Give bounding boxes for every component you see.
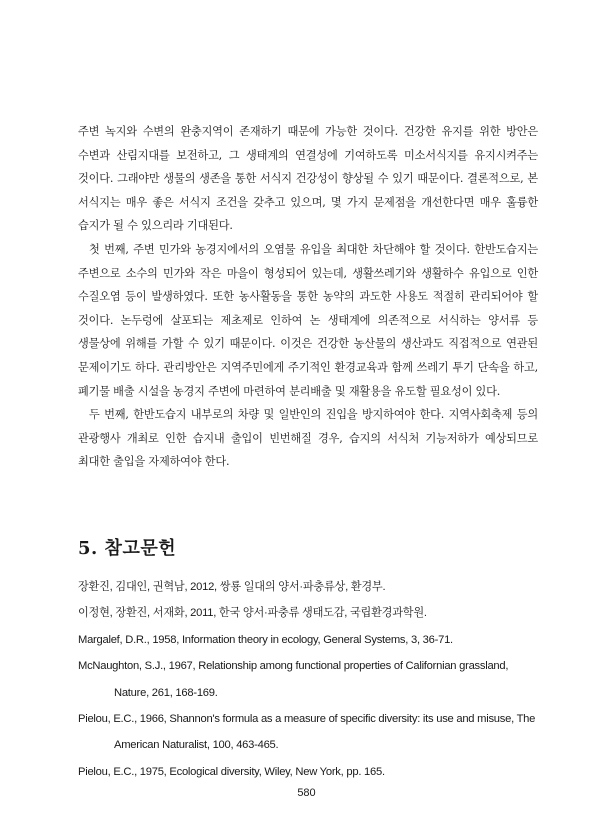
page-number: 580 [297,787,316,799]
paragraph-conclusion: 주변 녹지와 수변의 완충지역이 존재하기 때문에 가능한 것이다. 건강한 유지를 위한 방안은 수변과 산림지대를 보전하고, 그 생태계의 연결성에 기여하도록 미소서식지를 유지시켜주는 것이다. 그래야만 생물의 생존을 통한 서식지 건강성이 향상될 수 있기 때문이다. 결론적으로, 본 서식지는 매우 좋은 서식지 조건을 갖추고 있으며, 몇 가지 문제점을 개선한다면 매우 훌륭한 습지가 될 수 있으리라 기대된다. [78,125,538,233]
body-text [78,120,538,474]
reference-item: Pielou, E.C., 1966, Shannon's formula as a measure of specific diversity: its use and misuse, The American Naturalist, 100, 463-465. [78,713,536,752]
reference-item: 장환진, 김대인, 권혁남, 2012, 쌍룡 일대의 양서·파충류상, 환경부. [78,581,386,593]
section-title-references: 5. 참고문헌 [78,538,177,559]
paragraph-second-measure: 두 번째, 한반도습지 내부로의 차량 및 일반인의 진입을 방지하여야 한다. 지역사회축제 등의 관광행사 개최로 인한 습지내 출입이 빈번해질 경우, 습지의 서식처 기능저하가 예상되므로 최대한 출입을 자제하여야 한다. [78,408,538,469]
paragraph-first-measure: 첫 번째, 주변 민가와 농경지에서의 오염물 유입을 최대한 차단해야 할 것이다. 한반도습지는 주변으로 소수의 민가와 작은 마을이 형성되어 있는데, 생활쓰레기와 생활하수 유입으로 인한 수질오염 등이 발생하였다. 또한 농사활동을 통한 농약의 과도한 사용도 적절히 관리되어야 할 것이다. 논두렁에 살포되는 제초제로 인하여 논 생태계에 의존적으로 서식하는 양서류 등 생물상에 위해를 가할 수 있기 때문이다. 이것은 건강한 농산물의 생산과도 직접적으로 연관된 문제이기도 하다. 관리방안은 지역주민에게 주기적인 환경교육과 함께 쓰레기 투기 단속을 하고, 폐기물 배출 시설을 농경지 주변에 마련하여 분리배출 및 재활용을 유도할 필요성이 있다. [78,242,538,398]
reference-item: Pielou, E.C., 1975, Ecological diversity, Wiley, New York, pp. 165. [78,765,385,778]
reference-item: 이정현, 장환진, 서재화, 2011, 한국 양서·파충류 생태도감, 국립환경과학원. [78,607,427,620]
reference-item: McNaughton, S.J., 1967, Relationship among functional properties of Californian grassland, Nature, 261, 168-169. [78,660,509,699]
reference-list [78,574,540,785]
reference-item: Margalef, D.R., 1958, Information theory in ecology, General Systems, 3, 36-71. [78,633,453,646]
